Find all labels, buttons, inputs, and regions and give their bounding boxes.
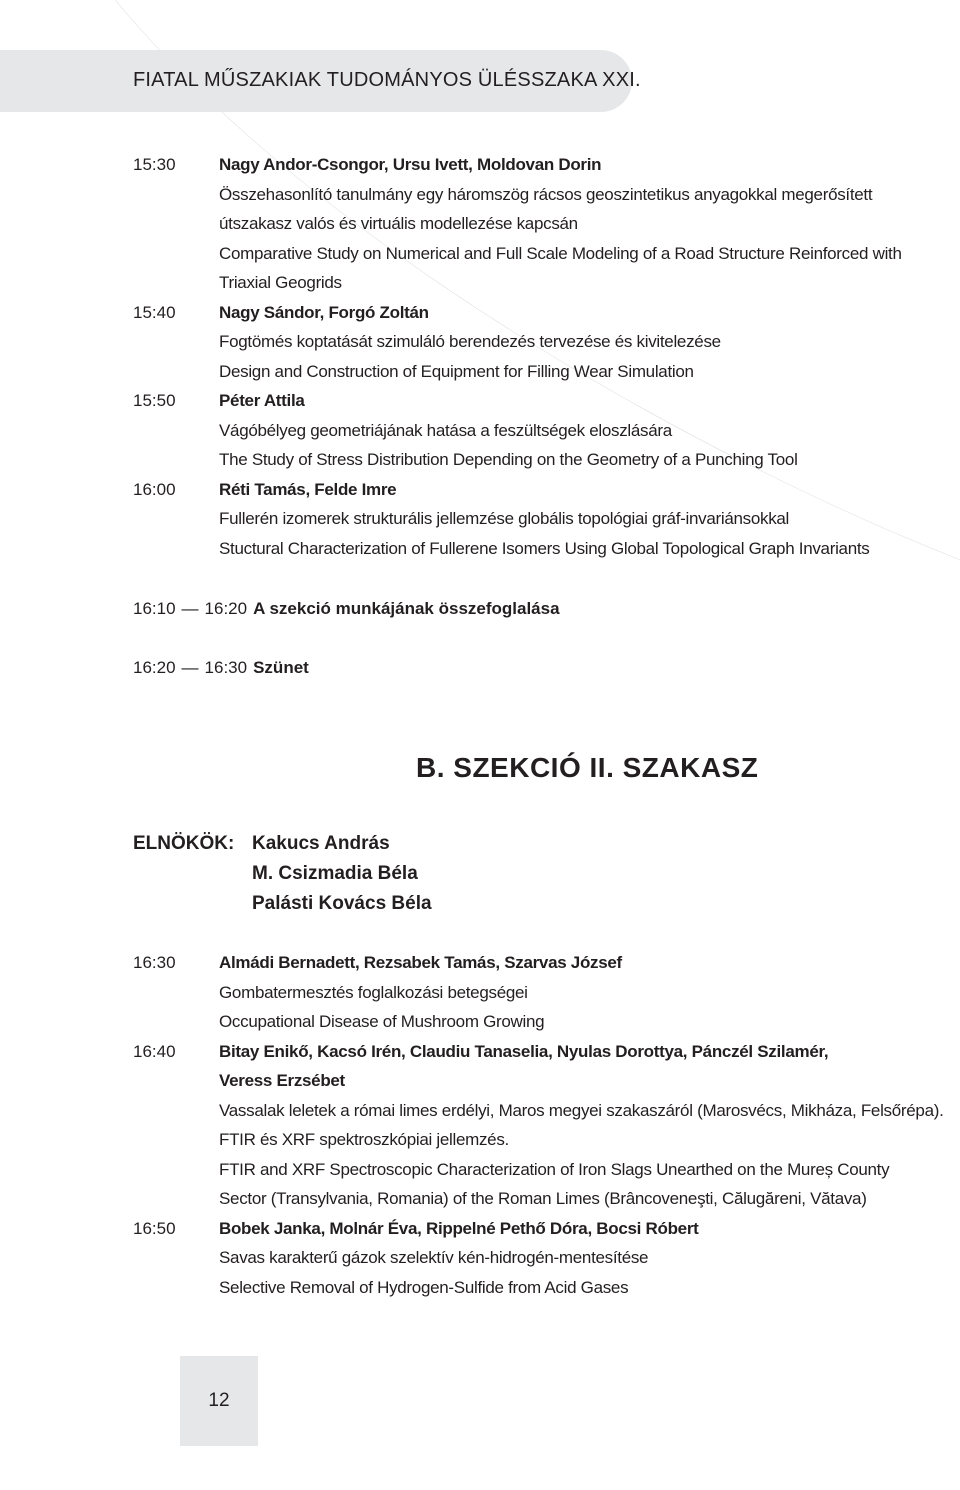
- schedule-line: [0, 1125, 960, 1155]
- talk-title: Fullerén izomerek strukturális jellemzése globális topológiai gráf-invariánsokkal: [219, 509, 790, 528]
- summary-label: A szekció munkájának összefoglalása: [253, 599, 560, 618]
- schedule-section-a: [0, 150, 960, 563]
- schedule-line: [0, 504, 960, 534]
- running-header-bar: [0, 50, 641, 112]
- time-label: 15:40: [133, 302, 176, 322]
- schedule-line: [0, 298, 960, 328]
- schedule-section-b: [0, 948, 960, 1302]
- schedule-entry: [0, 475, 960, 564]
- schedule-line: [0, 386, 960, 416]
- talk-title: Selective Removal of Hydrogen-Sulfide from Acid Gases: [219, 1277, 629, 1297]
- schedule-line: [0, 1273, 960, 1303]
- schedule-line: [0, 239, 960, 269]
- summary-end-time: 16:20: [204, 599, 248, 618]
- presenter-names: Veress Erzsébet: [219, 1071, 345, 1090]
- chair-name: Palásti Kovács Béla: [252, 893, 432, 914]
- schedule-line: [0, 150, 960, 180]
- talk-title: Triaxial Geogrids: [219, 273, 342, 292]
- time-label: 15:50: [133, 391, 176, 410]
- schedule-line: [0, 1155, 960, 1185]
- schedule-entry: [0, 948, 960, 1037]
- presenter-names: Réti Tamás, Felde Imre: [219, 479, 397, 499]
- break-row: [133, 653, 309, 683]
- schedule-line: [0, 978, 960, 1008]
- chair-name: Kakucs András: [252, 833, 390, 854]
- talk-title: Comparative Study on Numerical and Full Scale Modeling of a Road Structure Reinforced with: [219, 243, 902, 263]
- schedule-line: [0, 948, 960, 978]
- break-start-time: 16:20: [133, 658, 176, 677]
- talk-title: Occupational Disease of Mushroom Growing: [219, 1012, 545, 1031]
- schedule-line: [0, 1037, 960, 1067]
- schedule-line: [0, 1184, 960, 1214]
- schedule-line: [0, 268, 960, 298]
- schedule-entry: [0, 1214, 960, 1303]
- section-title: B. SZEKCIÓ II. SZAKASZ: [416, 752, 759, 783]
- schedule-line: [0, 1096, 960, 1126]
- schedule-entry: [0, 298, 960, 387]
- talk-title: útszakasz valós és virtuális modellezése kapcsán: [219, 214, 578, 233]
- talk-title: Vassalak leletek a római limes erdélyi, Maros megyei szakaszáról (Marosvécs, Mikháza, Felsőrépa).: [219, 1100, 944, 1120]
- talk-title: Design and Construction of Equipment for Filling Wear Simulation: [219, 361, 694, 381]
- schedule-line: [0, 475, 960, 505]
- time-label: 16:30: [133, 953, 176, 972]
- talk-title: The Study of Stress Distribution Depending on the Geometry of a Punching Tool: [219, 450, 798, 469]
- talk-title: Savas karakterű gázok szelektív kén-hidrogén-mentesítése: [219, 1248, 649, 1267]
- schedule-line: [0, 416, 960, 446]
- schedule-entry: [0, 150, 960, 298]
- presenter-names: Almádi Bernadett, Rezsabek Tamás, Szarvas József: [219, 953, 622, 972]
- talk-title: Összehasonlító tanulmány egy háromszög rácsos geoszintetikus anyagokkal megerősített: [219, 184, 873, 204]
- schedule-line: [0, 357, 960, 387]
- schedule-line: [0, 1007, 960, 1037]
- talk-title: FTIR és XRF spektroszkópiai jellemzés.: [219, 1130, 509, 1149]
- talk-title: Vágóbélyeg geometriájának hatása a feszültségek eloszlására: [219, 420, 672, 440]
- talk-title: Gombatermesztés foglalkozási betegségei: [219, 982, 528, 1002]
- talk-title: Fogtömés koptatását szimuláló berendezés tervezése és kivitelezése: [219, 332, 721, 351]
- time-label: 16:40: [133, 1041, 176, 1061]
- schedule-entry: [0, 1037, 960, 1214]
- talk-title: Stuctural Characterization of Fullerene Isomers Using Global Topological Graph Invariants: [219, 538, 870, 558]
- presenter-names: Péter Attila: [219, 391, 305, 410]
- schedule-line: [0, 180, 960, 210]
- time-label: 16:00: [133, 479, 176, 499]
- schedule-line: [0, 1214, 960, 1244]
- page-number-box: [180, 1356, 258, 1446]
- schedule-line: [0, 327, 960, 357]
- chair-name: M. Csizmadia Béla: [252, 863, 418, 884]
- talk-title: FTIR and XRF Spectroscopic Characterization of Iron Slags Unearthed on the Mureș County: [219, 1159, 890, 1179]
- break-label: Szünet: [253, 658, 309, 677]
- page-number: 12: [208, 1390, 230, 1411]
- presenter-names: Nagy Sándor, Forgó Zoltán: [219, 302, 429, 322]
- presenter-names: Nagy Andor-Csongor, Ursu Ivett, Moldovan Dorin: [219, 155, 602, 174]
- summary-start-time: 16:10: [133, 599, 176, 618]
- schedule-line: [0, 445, 960, 475]
- break-dash: —: [181, 658, 199, 677]
- break-end-time: 16:30: [204, 658, 248, 677]
- schedule-line: [0, 209, 960, 239]
- presenter-names: Bitay Enikő, Kacsó Irén, Claudiu Tanaselia, Nyulas Dorottya, Pánczél Szilamér,: [219, 1041, 829, 1061]
- summary-row: [133, 594, 560, 624]
- talk-title: Sector (Transylvania, Romania) of the Roman Limes (Brâncoveneşti, Călugăreni, Vătava): [219, 1189, 867, 1208]
- schedule-line: [0, 534, 960, 564]
- schedule-line: [0, 1066, 960, 1096]
- time-label: 16:50: [133, 1218, 176, 1238]
- chairs-label: ELNÖKÖK:: [133, 833, 235, 854]
- running-header-title: FIATAL MŰSZAKIAK TUDOMÁNYOS ÜLÉSSZAKA XXI.: [133, 69, 641, 91]
- time-label: 15:30: [133, 155, 176, 174]
- schedule-entry: [0, 386, 960, 475]
- summary-dash: —: [181, 599, 199, 618]
- schedule-line: [0, 1243, 960, 1273]
- presenter-names: Bobek Janka, Molnár Éva, Rippelné Pethő Dóra, Bocsi Róbert: [219, 1218, 699, 1238]
